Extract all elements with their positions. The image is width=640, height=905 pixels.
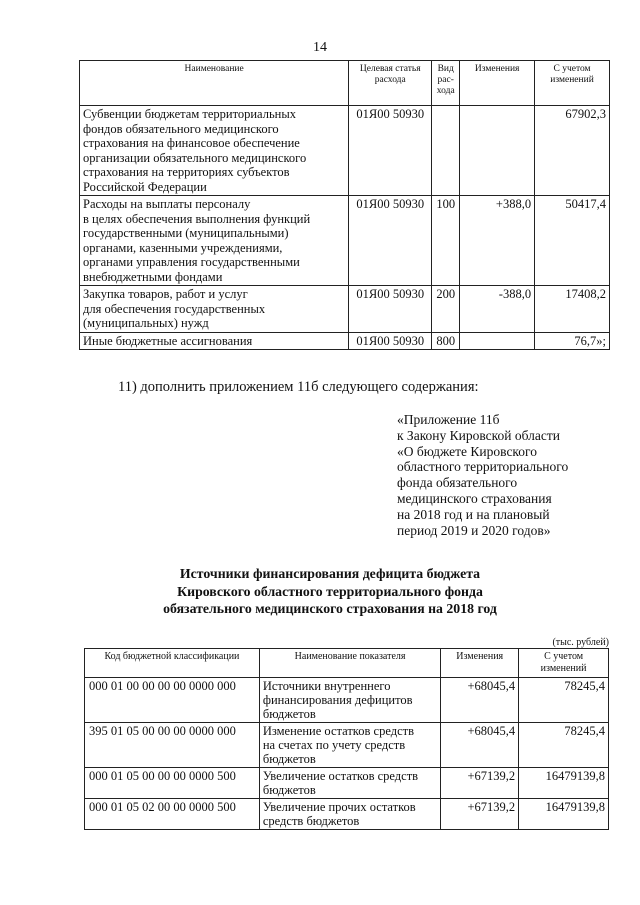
appendix-reference [397,412,617,538]
cell-total: 16479139,8 [519,768,609,799]
header-name: Наименование показателя [259,649,440,678]
cell-name [259,678,440,723]
header-change: Изменения [441,649,519,678]
cell-name-line: средств бюджетов [262,814,360,828]
cell-name-line: Российской Федерации [83,179,207,194]
cell-name [259,799,440,830]
appendix-line: областного территориального [397,459,569,475]
appendix-line: период 2019 и 2020 годов» [397,522,551,538]
financing-sources-table [84,648,609,830]
header-change: Изменения [460,61,535,106]
cell-name [80,196,349,286]
cell-code: 000 01 05 00 00 00 0000 500 [85,768,260,799]
cell-total: 16479139,8 [519,799,609,830]
cell-name-line: фондов обязательного медицинского [83,121,279,136]
table-row [85,678,609,723]
cell-total: 50417,4 [535,196,610,286]
cell-code: 000 01 00 00 00 00 0000 000 [85,678,260,723]
cell-name-line: организации обязательного медицинского [83,150,307,165]
cell-name-line: Увеличение остатков средств [262,769,419,783]
cell-name [80,332,349,350]
cell-code: 000 01 05 02 00 00 0000 500 [85,799,260,830]
header-total: С учетом изменений [535,61,610,106]
table-row [85,799,609,830]
cell-name-line: бюджетов [262,752,316,766]
expenditure-table [79,60,610,350]
table-row [80,106,610,196]
cell-name-line: Иные бюджетные ассигнования [83,333,253,348]
table-header-row [80,61,610,106]
appendix-line: на 2018 год и на плановый [397,506,550,522]
title-line: Кировского областного территориального фонда [177,583,483,599]
cell-name [80,286,349,333]
table-row [85,768,609,799]
appendix-line: медицинского страхования [397,490,552,506]
cell-vid: 800 [432,332,460,350]
cell-name [259,723,440,768]
header-name: Наименование [80,61,349,106]
cell-name-line: Источники внутреннего [262,679,391,693]
document-title [0,565,640,618]
cell-name-line: (муниципальных) нужд [83,316,209,330]
cell-name-line: Субвенции бюджетам территориальных [83,107,296,121]
cell-name-line: бюджетов [262,707,316,721]
appendix-line: «Приложение 11б [397,412,500,427]
cell-name-line: Расходы на выплаты персоналу [83,197,251,211]
cell-name-line: в целях обеспечения выполнения функций [83,211,311,226]
cell-vid: 200 [432,286,460,333]
cell-change [460,332,535,350]
cell-change: +68045,4 [441,723,519,768]
cell-change: +388,0 [460,196,535,286]
cell-total: 76,7»; [535,332,610,350]
title-line: Источники финансирования дефицита бюджета [179,566,481,581]
cell-name-line: органами, казенными учреждениями, [83,240,283,255]
cell-name-line: внебюджетными фондами [83,269,223,284]
cell-code: 01Я00 50930 [349,286,432,333]
cell-vid [432,106,460,196]
cell-total: 67902,3 [535,106,610,196]
table-row [80,286,610,333]
cell-change: +67139,2 [441,768,519,799]
cell-name [259,768,440,799]
cell-change: +67139,2 [441,799,519,830]
cell-name-line: органами управления государственными [83,255,300,269]
cell-name-line: государственными (муниципальными) [83,226,289,240]
cell-name-line: финансирования дефицитов [262,693,413,707]
table-row [80,332,610,350]
cell-total: 78245,4 [519,723,609,768]
cell-name-line: Изменение остатков средств [262,724,414,738]
appendix-line: к Закону Кировской области [397,427,561,443]
appendix-line: фонда обязательного [397,475,518,491]
header-total: С учетом изменений [519,649,609,678]
cell-name-line: страхования на финансовое обеспечение [83,136,300,150]
page-number: 14 [313,40,327,55]
units-label: (тыс. рублей) [552,637,609,648]
cell-total: 17408,2 [535,286,610,333]
cell-code: 01Я00 50930 [349,196,432,286]
cell-code: 01Я00 50930 [349,332,432,350]
cell-name [80,106,349,196]
cell-name-line: бюджетов [262,783,316,797]
cell-code: 01Я00 50930 [349,106,432,196]
table-row [80,196,610,286]
header-code: Код бюджетной классификации [85,649,260,678]
cell-change: -388,0 [460,286,535,333]
cell-code: 395 01 05 00 00 00 0000 000 [85,723,260,768]
cell-change [460,106,535,196]
appendix-line: «О бюджете Кировского [397,443,538,459]
cell-name-line: страхования на территориях субъектов [83,165,290,179]
cell-total: 78245,4 [519,678,609,723]
header-vid: Вид рас-хода [432,61,460,106]
table-row [85,723,609,768]
cell-name-line: на счетах по учету средств [262,738,406,752]
table-header-row [85,649,609,678]
header-code: Целевая статья расхода [349,61,432,106]
cell-name-line: Увеличение прочих остатков [262,800,416,814]
cell-vid: 100 [432,196,460,286]
amendment-paragraph: 11) дополнить приложением 11б следующего содержания: [118,379,479,395]
cell-name-line: для обеспечения государственных [83,301,266,316]
cell-name-line: Закупка товаров, работ и услуг [83,287,248,301]
title-line: обязательного медицинского страхования на 2018 год [163,601,497,616]
cell-change: +68045,4 [441,678,519,723]
